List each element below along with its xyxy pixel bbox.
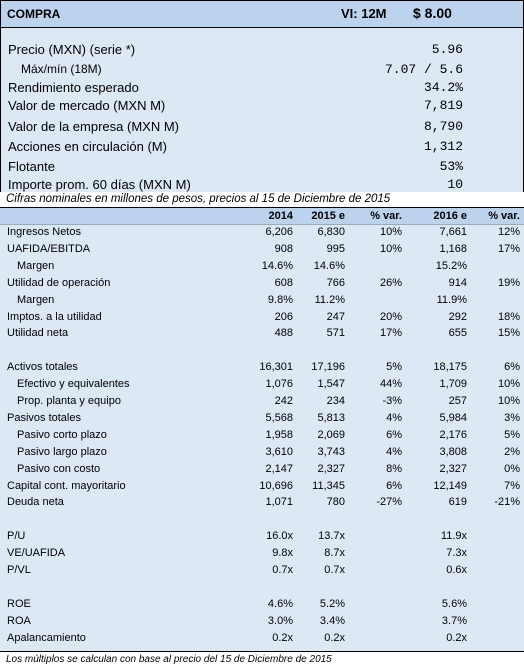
value-2016e: 5,984 bbox=[439, 412, 467, 424]
col-header-var-2015: % var. bbox=[370, 210, 402, 222]
value-2014: 16.0x bbox=[266, 530, 293, 542]
table-row bbox=[0, 276, 524, 292]
table-row bbox=[0, 580, 524, 596]
value-2014: 9.8% bbox=[267, 294, 293, 306]
var-2015: 44% bbox=[379, 378, 402, 390]
summary-label: Máx/mín (18M) bbox=[21, 62, 102, 76]
value-2016e: 18,175 bbox=[433, 361, 467, 373]
value-2016e: 2,176 bbox=[439, 429, 467, 441]
value-2014: 1,071 bbox=[265, 496, 293, 508]
value-2016e: 11.9x bbox=[440, 530, 467, 542]
var-2015: 6% bbox=[386, 429, 402, 441]
summary-value: 5.96 bbox=[431, 42, 463, 57]
table-row bbox=[0, 631, 524, 647]
value-2016e: 3,808 bbox=[439, 446, 467, 458]
value-2014: 206 bbox=[274, 311, 293, 323]
summary-label: Valor de mercado (MXN M) bbox=[8, 98, 166, 113]
value-2016e: 12,149 bbox=[433, 480, 467, 492]
row-label: Deuda neta bbox=[7, 496, 64, 508]
value-2014: 3,610 bbox=[265, 446, 293, 458]
table-row bbox=[0, 529, 524, 545]
multiples-note: Los múltiplos se calculan con base al precio del 15 de Diciembre de 2015 bbox=[6, 654, 332, 665]
value-2014: 608 bbox=[274, 277, 293, 289]
value-2015e: 247 bbox=[326, 311, 345, 323]
value-2015e: 0.7x bbox=[324, 564, 345, 576]
value-2014: 908 bbox=[274, 243, 293, 255]
col-header-var-2016: % var. bbox=[488, 210, 520, 222]
value-2014: 2,147 bbox=[265, 463, 293, 475]
value-2016e: 292 bbox=[448, 311, 467, 323]
table-row bbox=[0, 546, 524, 562]
table-row bbox=[0, 445, 524, 461]
value-2014: 242 bbox=[274, 395, 293, 407]
var-2015: 4% bbox=[386, 412, 402, 424]
value-2016e: 7,661 bbox=[439, 226, 467, 238]
row-label: Ingresos Netos bbox=[7, 226, 81, 238]
value-2014: 0.7x bbox=[272, 564, 293, 576]
value-2014: 14.6% bbox=[261, 260, 293, 272]
target-price: $ 8.00 bbox=[413, 5, 452, 21]
col-header-2014: 2014 bbox=[268, 210, 293, 222]
summary-label: Precio (MXN) (serie *) bbox=[8, 42, 136, 57]
row-label: Capital cont. mayoritario bbox=[7, 480, 126, 492]
var-2016: 19% bbox=[497, 277, 520, 289]
table-row bbox=[0, 259, 524, 275]
var-2016: -21% bbox=[494, 496, 520, 508]
summary-label: Acciones en circulación (M) bbox=[8, 139, 167, 154]
var-2016: 5% bbox=[504, 429, 520, 441]
value-2015e: 766 bbox=[326, 277, 345, 289]
value-2014: 16,301 bbox=[259, 361, 293, 373]
var-2016: 7% bbox=[504, 480, 520, 492]
var-2015: 26% bbox=[379, 277, 402, 289]
row-label: ROA bbox=[7, 615, 31, 627]
summary-row bbox=[1, 119, 523, 137]
var-2016: 15% bbox=[497, 327, 520, 339]
row-label: P/VL bbox=[7, 564, 31, 576]
summary-row bbox=[1, 62, 523, 80]
value-2016e: 619 bbox=[448, 496, 467, 508]
var-2016: 6% bbox=[504, 361, 520, 373]
row-label: ROE bbox=[7, 598, 31, 610]
var-2015: -27% bbox=[376, 496, 402, 508]
table-row bbox=[0, 343, 524, 359]
value-2015e: 8.7x bbox=[324, 547, 345, 559]
row-label: Efectivo y equivalentes bbox=[17, 378, 130, 390]
summary-value: 1,312 bbox=[423, 139, 463, 154]
value-2014: 1,958 bbox=[265, 429, 293, 441]
value-2016e: 1,709 bbox=[439, 378, 467, 390]
summary-label: Importe prom. 60 días (MXN M) bbox=[8, 177, 191, 192]
table-row bbox=[0, 428, 524, 444]
var-2016: 0% bbox=[504, 463, 520, 475]
value-2015e: 2,069 bbox=[317, 429, 345, 441]
summary-row bbox=[1, 159, 523, 177]
var-2015: -3% bbox=[382, 395, 402, 407]
value-2014: 1,076 bbox=[265, 378, 293, 390]
col-header-2016e: 2016 e bbox=[433, 210, 467, 222]
value-2016e: 0.2x bbox=[446, 632, 467, 644]
summary-label: Rendimiento esperado bbox=[8, 80, 139, 95]
value-2015e: 11,345 bbox=[312, 480, 345, 492]
summary-value: 7.07 / 5.6 bbox=[384, 62, 463, 77]
value-2014: 488 bbox=[274, 327, 293, 339]
var-2015: 17% bbox=[379, 327, 402, 339]
value-2014: 3.0% bbox=[267, 615, 293, 627]
table-row bbox=[0, 411, 524, 427]
table-row bbox=[0, 614, 524, 630]
value-2014: 10,696 bbox=[259, 480, 293, 492]
financials-table bbox=[0, 207, 524, 652]
var-2015: 10% bbox=[379, 243, 402, 255]
var-2016: 12% bbox=[497, 226, 520, 238]
summary-value: 8,790 bbox=[423, 119, 463, 134]
summary-value: 34.2% bbox=[423, 80, 463, 95]
value-2015e: 2,327 bbox=[317, 463, 345, 475]
value-2015e: 234 bbox=[326, 395, 345, 407]
row-label: VE/UAFIDA bbox=[7, 547, 66, 559]
table-row bbox=[0, 225, 524, 241]
value-2015e: 780 bbox=[326, 496, 345, 508]
recommendation-label: COMPRA bbox=[7, 7, 61, 21]
summary-row bbox=[1, 80, 523, 98]
row-label: Activos totales bbox=[7, 361, 78, 373]
row-label: Pasivo largo plazo bbox=[17, 446, 107, 458]
row-label: UAFIDA/EBITDA bbox=[7, 243, 91, 255]
value-2016e: 3.7% bbox=[441, 615, 467, 627]
row-label: Pasivo corto plazo bbox=[17, 429, 107, 441]
value-2015e: 11.2% bbox=[314, 294, 345, 306]
table-row bbox=[0, 512, 524, 528]
target-horizon-label: VI: 12M bbox=[341, 6, 387, 21]
value-2016e: 1,168 bbox=[439, 243, 467, 255]
row-label: Pasivos totales bbox=[7, 412, 81, 424]
value-2015e: 13.7x bbox=[318, 530, 345, 542]
value-2015e: 17,196 bbox=[311, 361, 345, 373]
table-header bbox=[0, 208, 524, 225]
summary-row bbox=[1, 139, 523, 157]
var-2016: 10% bbox=[497, 378, 520, 390]
var-2016: 10% bbox=[497, 395, 520, 407]
var-2015: 4% bbox=[386, 446, 402, 458]
table-row bbox=[0, 495, 524, 511]
value-2016e: 257 bbox=[448, 395, 467, 407]
summary-label: Flotante bbox=[8, 159, 55, 174]
value-2014: 5,568 bbox=[265, 412, 293, 424]
row-label: P/U bbox=[7, 530, 26, 542]
row-label: Utilidad neta bbox=[7, 327, 69, 339]
summary-row bbox=[1, 98, 523, 116]
table-row bbox=[0, 479, 524, 495]
row-label: Apalancamiento bbox=[7, 632, 86, 644]
value-2014: 6,206 bbox=[265, 226, 293, 238]
value-2014: 9.8x bbox=[272, 547, 293, 559]
var-2016: 18% bbox=[497, 311, 520, 323]
figures-note: Cifras nominales en millones de pesos, precios al 15 de Diciembre de 2015 bbox=[6, 193, 391, 205]
recommendation-header bbox=[0, 0, 524, 28]
var-2015: 10% bbox=[379, 226, 402, 238]
row-label: Pasivo con costo bbox=[17, 463, 101, 475]
table-row bbox=[0, 462, 524, 478]
value-2015e: 5,813 bbox=[317, 412, 345, 424]
value-2015e: 571 bbox=[326, 327, 345, 339]
var-2016: 3% bbox=[504, 412, 520, 424]
table-row bbox=[0, 242, 524, 258]
value-2015e: 6,830 bbox=[317, 226, 345, 238]
var-2016: 17% bbox=[497, 243, 520, 255]
summary-panel bbox=[0, 28, 524, 192]
value-2015e: 995 bbox=[326, 243, 345, 255]
var-2016: 2% bbox=[504, 446, 520, 458]
summary-label: Valor de la empresa (MXN M) bbox=[8, 119, 179, 134]
table-row bbox=[0, 563, 524, 579]
value-2015e: 3,743 bbox=[317, 446, 345, 458]
table-row bbox=[0, 597, 524, 613]
value-2016e: 655 bbox=[448, 327, 467, 339]
value-2016e: 914 bbox=[448, 277, 467, 289]
row-label: Margen bbox=[17, 260, 55, 272]
value-2015e: 5.2% bbox=[319, 598, 345, 610]
col-header-2015e: 2015 e bbox=[311, 210, 345, 222]
row-label: Margen bbox=[17, 294, 55, 306]
row-label: Utilidad de operación bbox=[7, 277, 111, 289]
value-2016e: 0.6x bbox=[446, 564, 467, 576]
var-2015: 20% bbox=[379, 311, 402, 323]
table-row bbox=[0, 394, 524, 410]
row-label: Prop. planta y equipo bbox=[17, 395, 121, 407]
value-2016e: 2,327 bbox=[439, 463, 467, 475]
value-2016e: 7.3x bbox=[446, 547, 467, 559]
value-2015e: 0.2x bbox=[324, 632, 345, 644]
value-2015e: 1,547 bbox=[317, 378, 345, 390]
summary-value: 10 bbox=[447, 177, 463, 192]
value-2015e: 14.6% bbox=[313, 260, 345, 272]
value-2016e: 11.9% bbox=[436, 294, 467, 306]
table-row bbox=[0, 310, 524, 326]
var-2015: 8% bbox=[386, 463, 402, 475]
var-2015: 6% bbox=[386, 480, 402, 492]
value-2014: 0.2x bbox=[272, 632, 293, 644]
summary-row bbox=[1, 42, 523, 60]
table-row bbox=[0, 377, 524, 393]
value-2014: 4.6% bbox=[267, 598, 293, 610]
table-row bbox=[0, 360, 524, 376]
value-2016e: 5.6% bbox=[441, 598, 467, 610]
value-2015e: 3.4% bbox=[319, 615, 345, 627]
row-label: Imptos. a la utilidad bbox=[7, 311, 102, 323]
summary-value: 53% bbox=[439, 159, 463, 174]
summary-value: 7,819 bbox=[423, 98, 463, 113]
table-row bbox=[0, 293, 524, 309]
value-2016e: 15.2% bbox=[435, 260, 467, 272]
table-row bbox=[0, 326, 524, 342]
var-2015: 5% bbox=[386, 361, 402, 373]
